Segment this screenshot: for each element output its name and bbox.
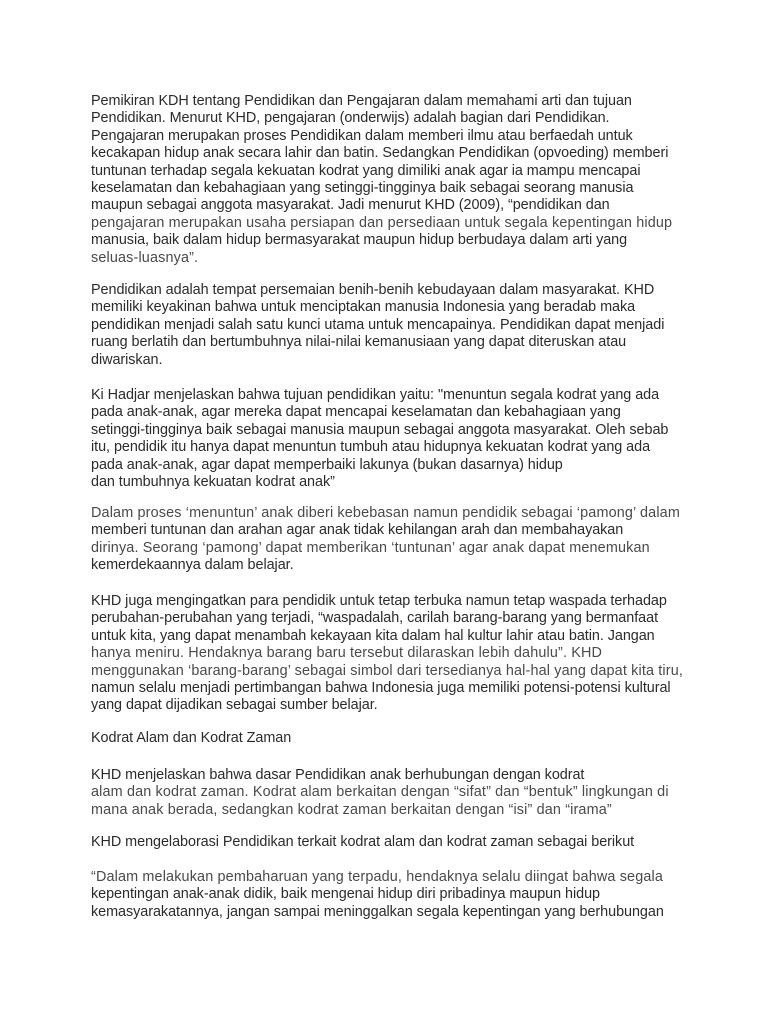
text-line: manusia, baik dalam hidup bermasyarakat maupun hidup berbudaya dalam arti yang bbox=[91, 232, 628, 249]
section-heading-kodrat bbox=[91, 730, 291, 747]
text-line: dan tumbuhnya kekuatan kodrat anak” bbox=[91, 474, 335, 491]
text-line: kecakapan hidup anak secara lahir dan batin. Sedangkan Pendidikan (opvoeding) memberi bbox=[91, 145, 669, 162]
text-line: pendidikan menjadi salah satu kunci utama untuk mencapainya. Pendidikan dapat menjadi bbox=[91, 316, 665, 333]
text-line: Pendidikan adalah tempat persemaian benih-benih kebudayaan dalam masyarakat. KHD bbox=[91, 282, 655, 298]
paragraph-elaboration bbox=[91, 834, 634, 851]
text-line: untuk kita, yang dapat menambah kekayaan kita dalam hal kultur lahir atau batin. Jangan bbox=[91, 627, 655, 644]
text-line: mana anak berada, sedangkan kodrat zaman berkaitan dengan “isi” dan “irama” bbox=[91, 801, 612, 818]
section-heading: Kodrat Alam dan Kodrat Zaman bbox=[91, 730, 292, 746]
text-line: maupun sebagai anggota masyarakat. Jadi menurut KHD (2009), “pendidikan dan bbox=[91, 197, 610, 214]
paragraph-education-goals bbox=[91, 387, 668, 491]
text-line: hanya meniru. Hendaknya barang baru tersebut dilaraskan lebih dahulu”. KHD bbox=[91, 645, 603, 662]
text-line: dirinya. Seorang ‘pamong’ dapat memberikan ‘tuntunan’ agar anak dapat menemukan bbox=[91, 539, 650, 556]
text-line: KHD mengelaborasi Pendidikan terkait kodrat alam dan kodrat zaman sebagai berikut bbox=[91, 834, 635, 850]
text-line: Ki Hadjar menjelaskan bahwa tujuan pendidikan yaitu: "menuntun segala kodrat yang ada bbox=[91, 387, 660, 403]
text-line: alam dan kodrat zaman. Kodrat alam berkaitan dengan “sifat” dan “bentuk” lingkungan di bbox=[91, 784, 669, 801]
text-line: memiliki keyakinan bahwa untuk menciptakan manusia Indonesia yang beradab maka bbox=[91, 299, 636, 316]
paragraph-kodrat-basis bbox=[91, 767, 669, 819]
text-line: pengajaran merupakan usaha persiapan dan persediaan untuk segala kepentingan hidup bbox=[91, 214, 673, 231]
text-line: seluas-luasnya”. bbox=[91, 249, 199, 266]
text-line: pada anak-anak, agar mereka dapat mencapai keselamatan dan kebahagiaan yang bbox=[91, 404, 621, 421]
text-line: namun selalu menjadi pertimbangan bahwa Indonesia juga memiliki potensi-potensi kultural bbox=[91, 680, 671, 697]
text-line: yang dapat dijadikan sebagai sumber belajar. bbox=[91, 697, 378, 714]
text-line: “Dalam melakukan pembaharuan yang terpadu, hendaknya selalu diingat bahwa segala bbox=[91, 869, 664, 885]
text-line: kemasyarakatannya, jangan sampai meninggalkan segala kepentingan yang berhubungan bbox=[91, 903, 664, 920]
text-line: memberi tuntunan dan arahan agar anak tidak kehilangan arah dan membahayakan bbox=[91, 522, 624, 539]
paragraph-quote bbox=[91, 869, 664, 921]
text-line: keselamatan dan kebahagiaan yang setinggi-tingginya baik sebagai seorang manusia bbox=[91, 180, 634, 197]
text-line: diwariskan. bbox=[91, 351, 163, 368]
paragraph-guiding-process bbox=[91, 505, 680, 575]
text-line: tuntunan terhadap segala kekuatan kodrat yang dimiliki anak agar ia mampu mencapai bbox=[91, 162, 641, 179]
text-line: setinggi-tingginya baik sebagai manusia maupun sebagai anggota masyarakat. Oleh sebab bbox=[91, 421, 669, 438]
paragraph-kdh-thoughts bbox=[91, 93, 672, 267]
text-line: itu, pendidik itu hanya dapat menuntun tumbuh atau hidupnya kekuatan kodrat yang ada bbox=[91, 439, 651, 456]
text-line: kepentingan anak-anak didik, baik mengenai hidup diri pribadinya maupun hidup bbox=[91, 886, 600, 903]
text-line: menggunakan ‘barang-barang’ sebagai simbol dari tersedianya hal-hal yang dapat kita tiru, bbox=[91, 662, 684, 679]
paragraph-education-definition bbox=[91, 282, 664, 369]
text-line: Pemikiran KDH tentang Pendidikan dan Pengajaran dalam memahami arti dan tujuan bbox=[91, 93, 632, 109]
text-line: pada anak-anak, agar dapat memperbaiki lakunya (bukan dasarnya) hidup bbox=[91, 456, 563, 473]
text-line: ruang berlatih dan bertumbuhnya nilai-nilai kemanusiaan yang dapat diteruskan atau bbox=[91, 334, 627, 351]
text-line: Pendidikan. Menurut KHD, pengajaran (onderwijs) adalah bagian dari Pendidikan. bbox=[91, 110, 610, 127]
text-line: kemerdekaannya dalam belajar. bbox=[91, 557, 294, 574]
text-line: Dalam proses ‘menuntun’ anak diberi kebebasan namun pendidik sebagai ‘pamong’ dalam bbox=[91, 505, 680, 521]
paragraph-openness-warning bbox=[91, 593, 683, 715]
text-line: Pengajaran merupakan proses Pendidikan dalam memberi ilmu atau berfaedah untuk bbox=[91, 127, 633, 144]
text-line: perubahan-perubahan yang terjadi, “waspadalah, carilah barang-barang yang bermanfaat bbox=[91, 610, 659, 627]
text-line: KHD menjelaskan bahwa dasar Pendidikan anak berhubungan dengan kodrat bbox=[91, 767, 585, 783]
text-line: KHD juga mengingatkan para pendidik untuk tetap terbuka namun tetap waspada terhadap bbox=[91, 593, 667, 609]
